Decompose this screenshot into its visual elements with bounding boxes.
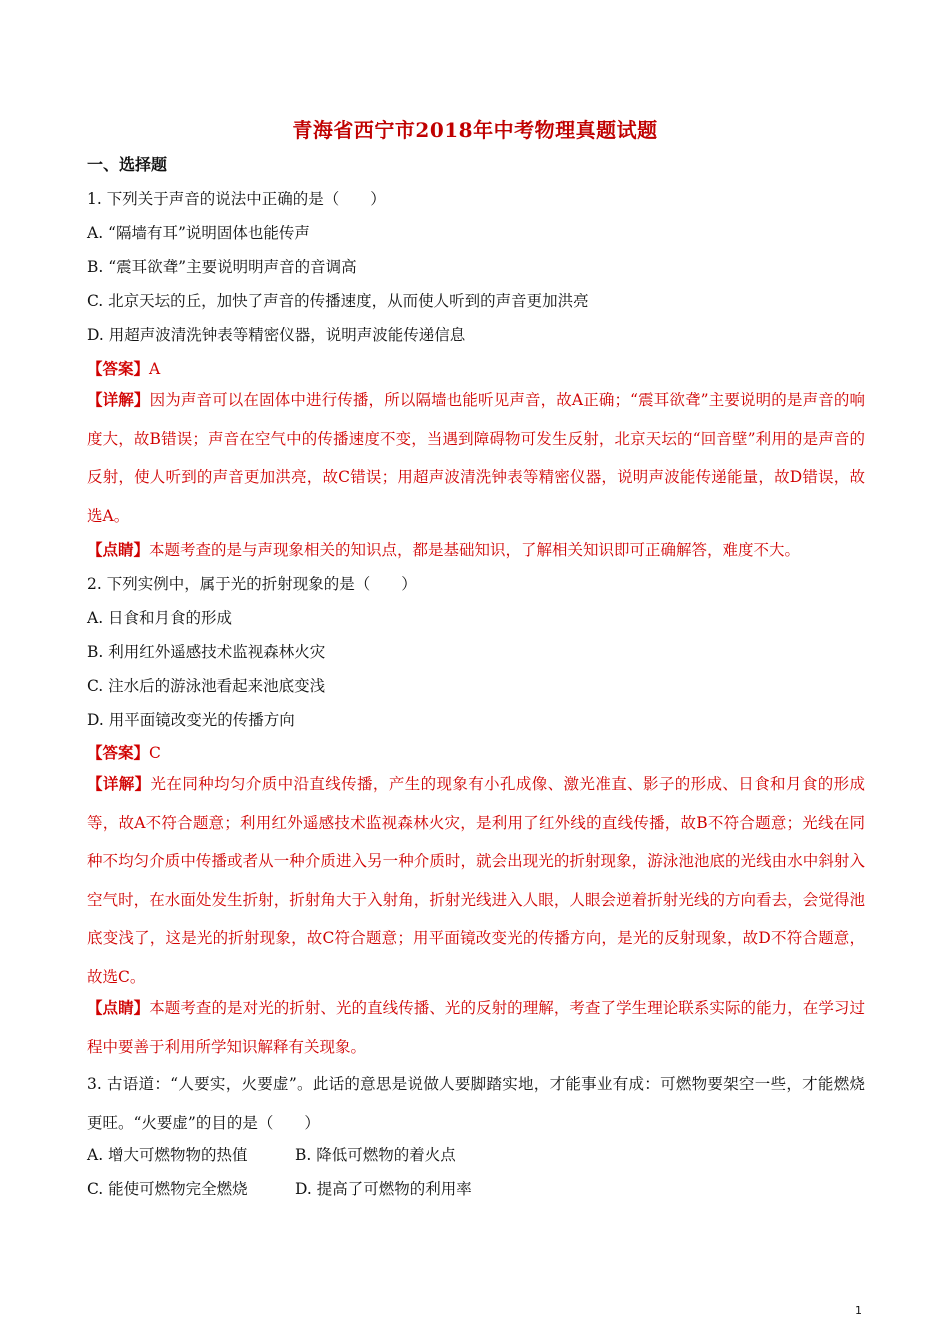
q1-detail — [87, 381, 865, 535]
q1-note-text: 本题考查的是与声现象相关的知识点，都是基础知识，了解相关知识即可正确解答，难度不大。 — [149, 541, 801, 559]
section-heading: 一、选择题 — [87, 155, 168, 174]
q2-stem: 2. 下列实例中，属于光的折射现象的是（ ） — [87, 575, 417, 593]
q2-note-label: 【点睛】 — [87, 998, 150, 1017]
q2-note-text: 本题考查的是对光的折射、光的直线传播、光的反射的理解，考查了学生理论联系实际的能力，在学习过程中要善于利用所学知识解释有关现象。 — [87, 999, 865, 1056]
q1-detail-label: 【详解】 — [87, 390, 150, 409]
page-number: 1 — [855, 1304, 862, 1317]
q1-detail-text: 因为声音可以在固体中进行传播，所以隔墙也能听见声音，故A正确；“震耳欲聋”主要说明的是声音的响度大，故B错误；声音在空气中的传播速度不变，当遇到障碍物可发生反射，北京天坛的“回音壁”利用的是声音的反射，使人听到的声音更加洪亮，故C错误；用超声波清洗钟表等精密仪器，说明声波能传递能量，故D错误，故选A。 — [87, 391, 865, 525]
q1-note-label: 【点睛】 — [87, 540, 150, 559]
q1-option-c: C. 北京天坛的丘，加快了声音的传播速度，从而使人听到的声音更加洪亮 — [87, 292, 589, 310]
q2-detail — [87, 765, 865, 996]
page-title: 青海省西宁市2018年中考物理真题试题 — [292, 118, 658, 142]
q1-option-b: B. “震耳欲聋”主要说明明声音的音调高 — [87, 258, 357, 276]
q3-options-row-2 — [87, 1177, 472, 1199]
q2-option-a: A. 日食和月食的形成 — [87, 609, 233, 627]
q2-detail-text: 光在同种均匀介质中沿直线传播，产生的现象有小孔成像、激光准直、影子的形成、日食和月食的形成等，故A不符合题意；利用红外遥感技术监视森林火灾，是利用了红外线的直线传播，故B不符合题意；光线在同种不均匀介质中传播或者从一种介质进入另一种介质时，就会出现光的折射现象，游泳池池底的光线由水中斜射入空气时，在水面处发生折射，折射角大于入射角，折射光线进入人眼，人眼会逆着折射光线的方向看去，会觉得池底变浅了，这是光的折射现象，故C符合题意；用平面镜改变光的传播方向，是光的反射现象，故D不符合题意，故选C。 — [87, 775, 865, 986]
q2-option-b: B. 利用红外遥感技术监视森林火灾 — [87, 643, 326, 661]
q2-answer — [87, 741, 161, 763]
q3-stem: 3. 古语道：“人要实，火要虚”。此话的意思是说做人要脚踏实地，才能事业有成：可燃物要架空一些，才能燃烧更旺。“火要虚”的目的是（ ） — [87, 1075, 865, 1132]
q3-option-c: C. 能使可燃物完全燃烧 — [87, 1180, 248, 1198]
q3-option-d: D. 提高了可燃物的利用率 — [295, 1180, 472, 1198]
q1-answer-label: 【答案】 — [87, 359, 150, 378]
q2-detail-label: 【详解】 — [87, 774, 151, 793]
q2-note — [87, 989, 865, 1066]
q1-stem: 1. 下列关于声音的说法中正确的是（ ） — [87, 190, 386, 208]
q3-option-a: A. 增大可燃物物的热值 — [87, 1146, 248, 1164]
q2-answer-label: 【答案】 — [87, 743, 150, 762]
q1-option-a: A. “隔墙有耳”说明固体也能传声 — [87, 224, 310, 242]
q1-answer — [87, 357, 160, 379]
q1-note — [87, 538, 800, 560]
q3-options-row-1 — [87, 1143, 456, 1165]
q2-answer-value: C — [149, 744, 161, 762]
q1-option-d: D. 用超声波清洗钟表等精密仪器，说明声波能传递信息 — [87, 326, 466, 344]
q2-option-d: D. 用平面镜改变光的传播方向 — [87, 711, 295, 729]
q1-answer-value: A — [149, 360, 161, 378]
q2-option-c: C. 注水后的游泳池看起来池底变浅 — [87, 677, 326, 695]
q3-option-b: B. 降低可燃物的着火点 — [295, 1146, 456, 1164]
